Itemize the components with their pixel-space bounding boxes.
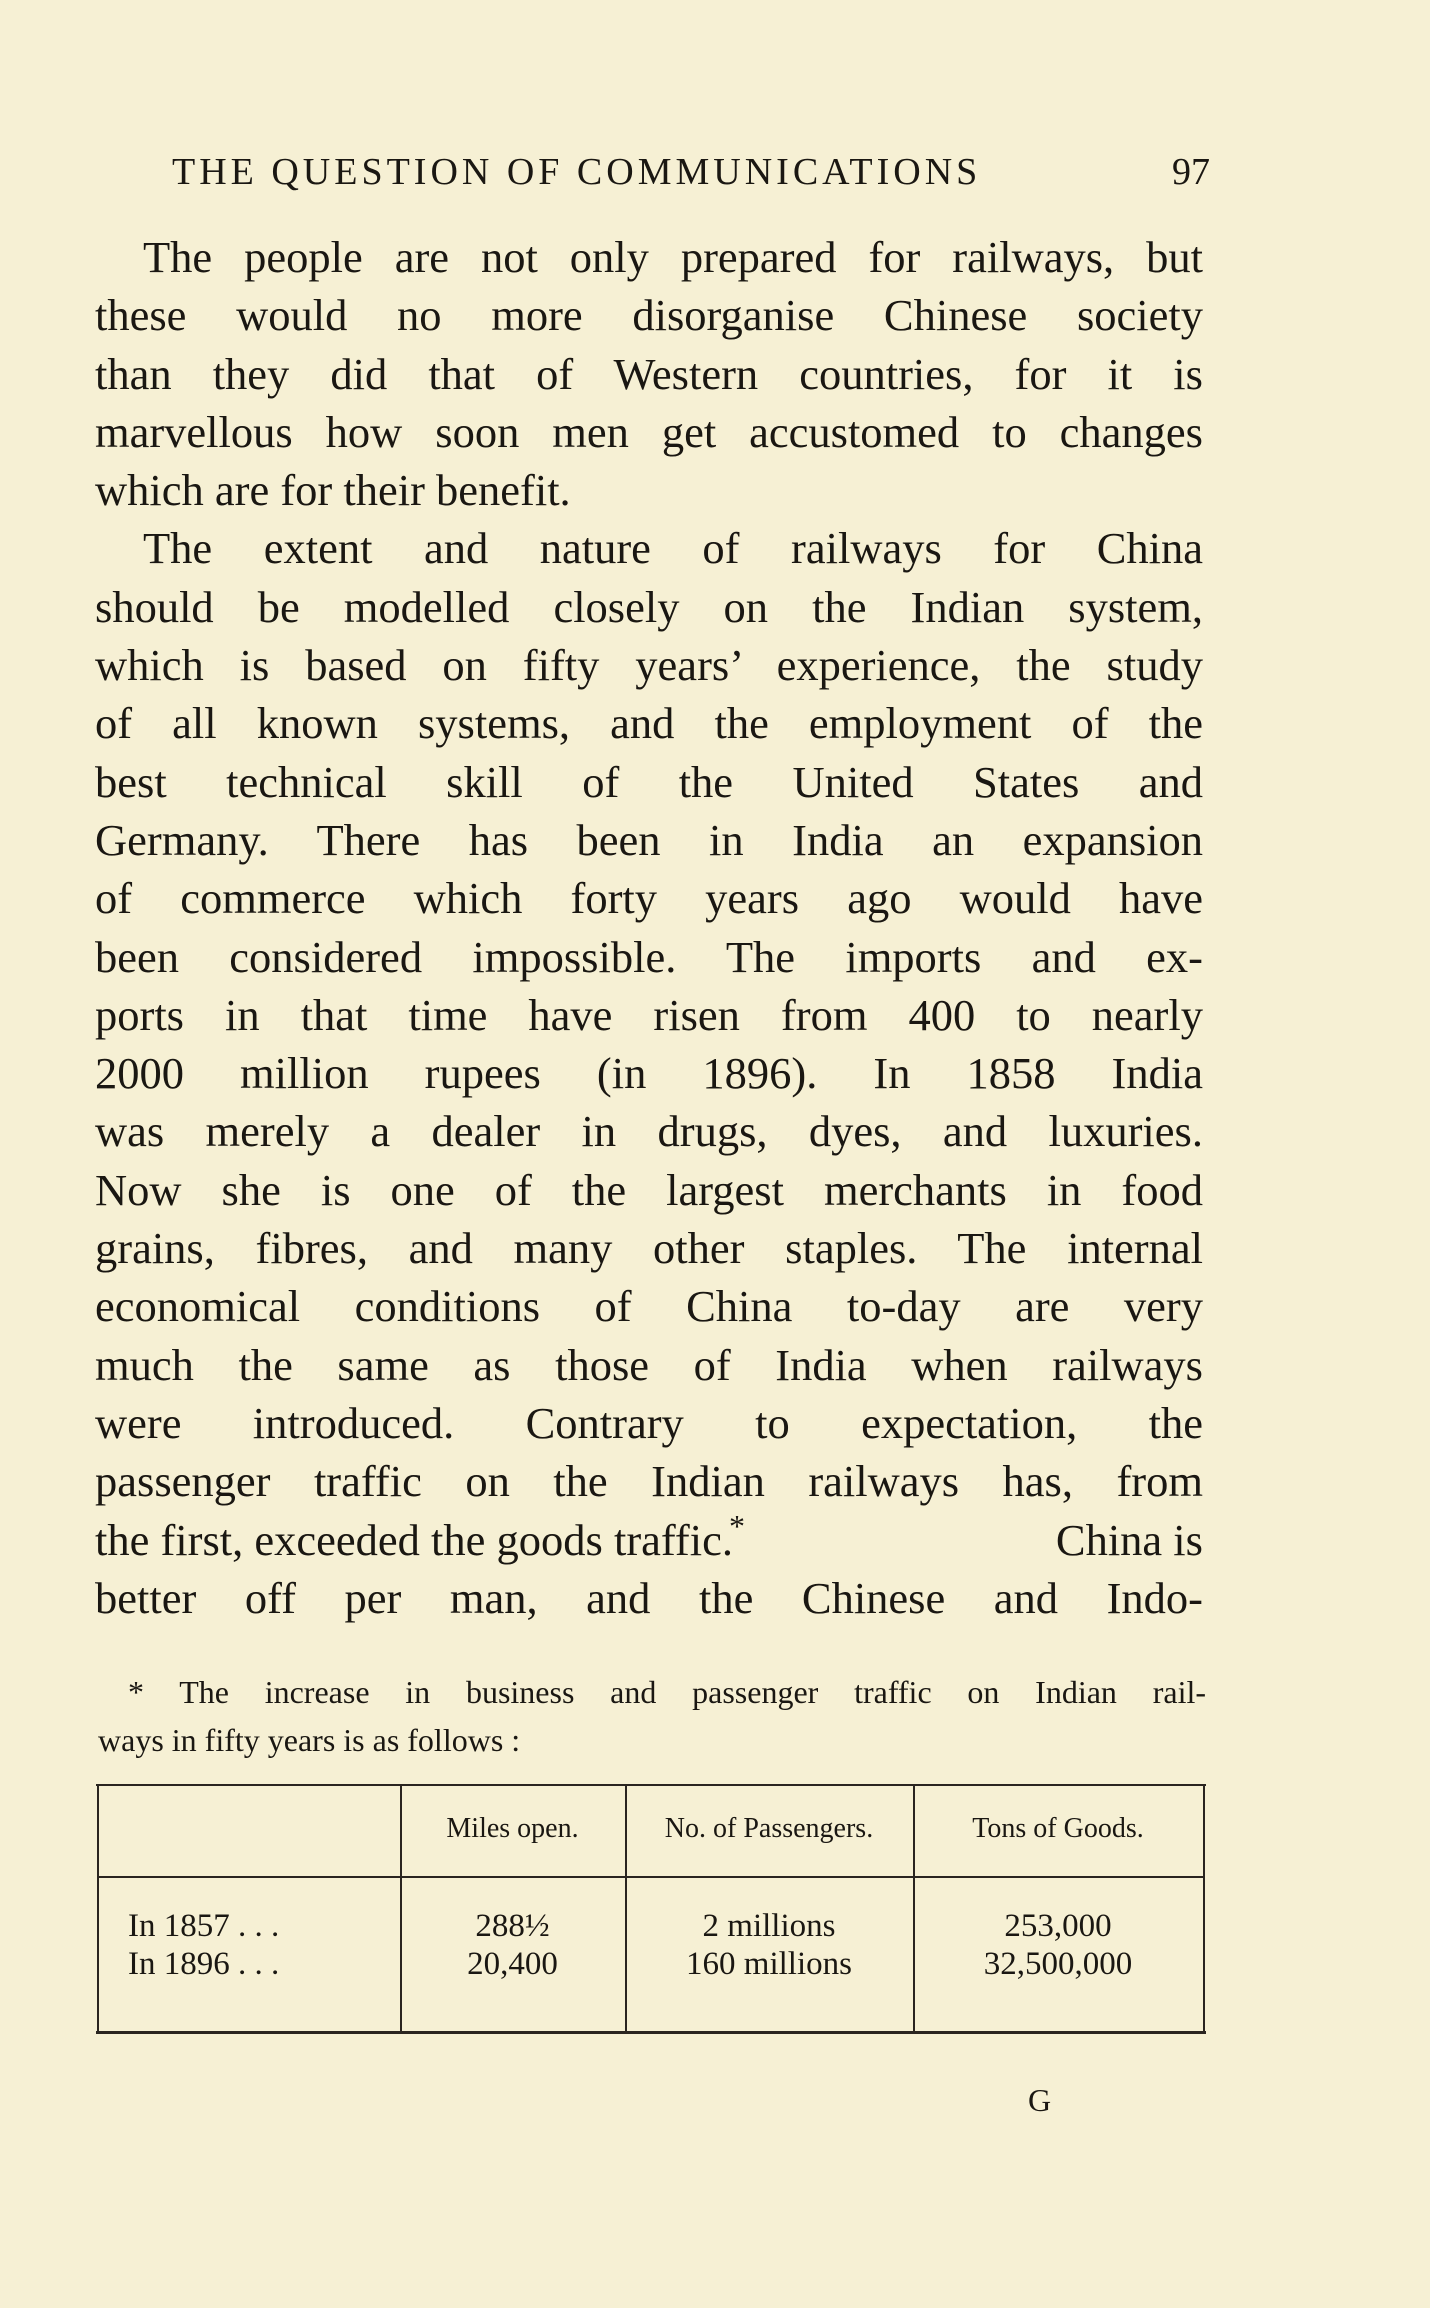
text-line: should be modelled closely on the Indian system, [95, 581, 1203, 632]
page-number: 97 [1172, 151, 1210, 193]
table-header-rule [97, 1876, 1205, 1878]
paragraph-1 [95, 228, 1203, 519]
text-line: marvellous how soon men get accustomed to changes [95, 406, 1203, 457]
text-line: The people are not only prepared for railways, but [143, 232, 1203, 282]
text-line: much the same as those of India when railways [95, 1339, 1203, 1390]
text-line: was merely a dealer in drugs, dyes, and luxuries. [95, 1106, 1203, 1157]
text-line: ports in that time have risen from 400 to nearly [95, 989, 1203, 1040]
row-label: In 1857 . . . [128, 1908, 280, 1944]
running-title: THE QUESTION OF COMMUNICATIONS [172, 151, 982, 193]
text-line: which is based on fifty years’ experience, the study [95, 640, 1203, 691]
table-rule-top [96, 1784, 1206, 1786]
text-fragment: the first, exceeded the goods traffic. [95, 1514, 733, 1565]
text-fragment: China is [1055, 1514, 1203, 1565]
text-line: Germany. There has been in India an expansion [95, 814, 1203, 865]
text-line: best technical skill of the United States and [95, 756, 1203, 807]
body-text [95, 228, 1203, 1627]
table-border-left [97, 1784, 99, 2031]
footnote [98, 1668, 1206, 1764]
cell-passengers: 160 millions [686, 1946, 852, 1982]
text-line: these would no more disorganise Chinese society [95, 290, 1203, 341]
table-border-right [1203, 1784, 1205, 2031]
text-line: than they did that of Western countries, for it is [95, 348, 1203, 399]
text-line-with-ref [95, 1507, 1203, 1569]
cell-goods: 253,000 [1004, 1908, 1112, 1944]
footnote-line: ways in fifty years is as follows : [98, 1722, 521, 1758]
column-header-goods: Tons of Goods. [972, 1813, 1144, 1844]
paragraph-2 [95, 519, 1203, 1627]
footnote-line: * The increase in business and passenger traffic on Indian rail- [128, 1674, 1206, 1710]
text-line: of commerce which forty years ago would have [95, 873, 1203, 924]
footnote-ref: * [729, 1507, 745, 1544]
text-line: Now she is one of the largest merchants in food [95, 1164, 1203, 1215]
cell-miles: 20,400 [467, 1946, 558, 1982]
column-header-passengers: No. of Passengers. [664, 1813, 874, 1844]
text-line: which are for their benefit. [95, 465, 571, 516]
cell-passengers: 2 millions [702, 1908, 836, 1944]
table-rule-bottom [96, 2031, 1206, 2034]
text-line: were introduced. Contrary to expectation, the [95, 1397, 1203, 1448]
text-line: of all known systems, and the employment of the [95, 698, 1203, 749]
text-line: been considered impossible. The imports and ex- [95, 931, 1203, 982]
text-line: passenger traffic on the Indian railways has, from [95, 1456, 1203, 1507]
running-head [172, 150, 1210, 194]
text-line: grains, fibres, and many other staples. The internal [95, 1223, 1203, 1274]
text-line: 2000 million rupees (in 1896). In 1858 India [95, 1048, 1203, 1099]
signature-mark: G [1028, 2082, 1052, 2118]
column-header-miles: Miles open. [446, 1813, 579, 1844]
cell-miles: 288½ [475, 1908, 550, 1944]
text-line: The extent and nature of railways for China [143, 523, 1203, 574]
row-label: In 1896 . . . [128, 1946, 280, 1982]
text-line: economical conditions of China to-day are very [95, 1281, 1203, 1332]
cell-goods: 32,500,000 [983, 1946, 1133, 1982]
text-line: better off per man, and the Chinese and Indo- [95, 1572, 1203, 1623]
